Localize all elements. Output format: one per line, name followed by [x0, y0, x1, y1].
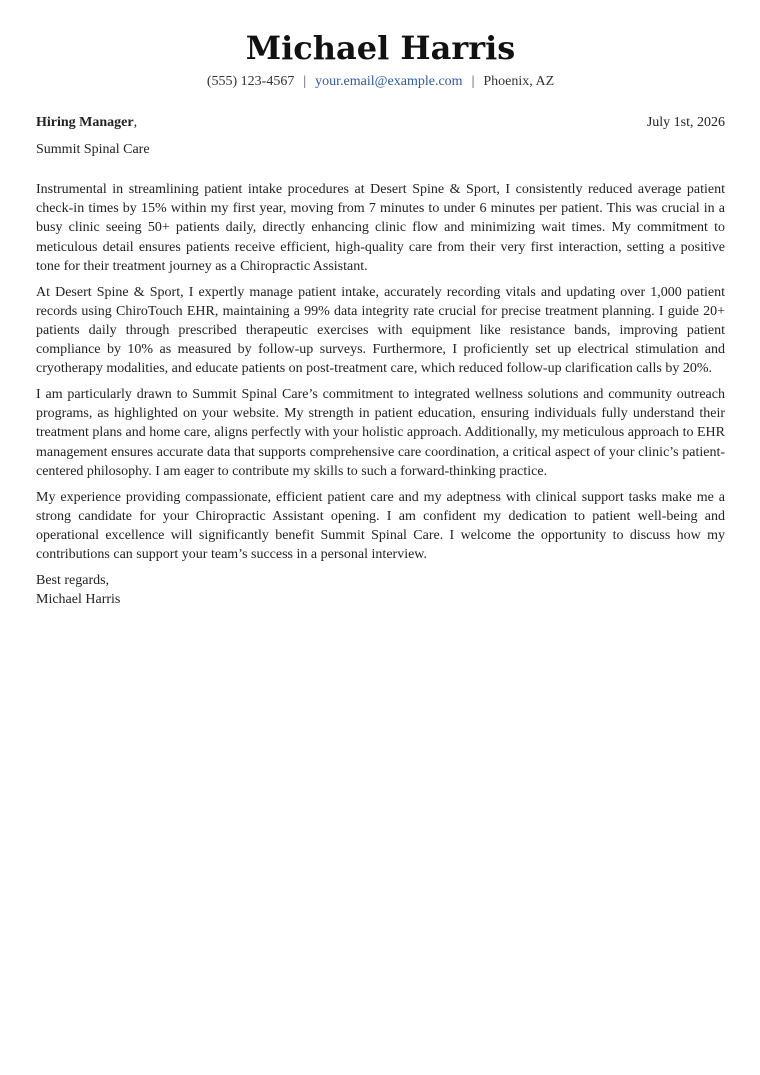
applicant-name: Michael Harris	[245, 29, 516, 67]
body-paragraph: Instrumental in streamlining patient intake procedures at Desert Spine & Sport, I consistently reduced average patient check-in times by 15% within my first year, moving from 7 minutes to under 6 minutes per patient. This was crucial in a busy clinic seeing 50+ patients daily, directly enhancing clinic flow and minimizing wait times. My commitment to meticulous detail ensures patients receive efficient, high-quality care from their very first interaction, setting a positive tone for their treatment journey as a Chiropractic Assistant.	[36, 182, 725, 274]
closing-salutation: Best regards,	[36, 572, 110, 588]
contact-line	[36, 73, 725, 91]
closing-block	[36, 571, 725, 609]
email-link[interactable]: your.email@example.com	[315, 74, 463, 89]
letter-body	[36, 180, 725, 609]
body-paragraph: My experience providing compassionate, efficient patient care and my adeptness with clinical support tasks make me a strong candidate for your Chiropractic Assistant opening. I am confident my dedication to patient well-being and operational excellence will significantly benefit Summit Spinal Care. I welcome the opportunity to discuss how my contributions can support your team’s success in a personal interview.	[36, 489, 725, 563]
phone-number: (555) 123-4567	[206, 74, 295, 89]
contact-separator: |	[303, 74, 307, 89]
contact-separator: |	[471, 74, 475, 89]
recipient-title-text: Hiring Manager	[36, 115, 134, 130]
recipient-company: Summit Spinal Care	[36, 142, 150, 157]
location: Phoenix, AZ	[483, 74, 555, 89]
letter-date: July 1st, 2026	[646, 115, 725, 130]
body-paragraph: At Desert Spine & Sport, I expertly manage patient intake, accurately recording vitals and updating over 1,000 patient records using ChiroTouch EHR, maintaining a 99% data integrity rate crucial for precise treatment planning. I guide 20+ patients daily through prescribed therapeutic exercises with equipment like resistance bands, improving patient compliance by 10% as measured by follow-up surveys. Furthermore, I proficiently set up electrical stimulation and cryotherapy modalities, and educate patients on post-treatment care, which reduced follow-up clarification calls by 20%.	[36, 284, 725, 377]
recipient-comma: ,	[133, 115, 138, 130]
closing-signature: Michael Harris	[36, 592, 121, 608]
body-paragraph: I am particularly drawn to Summit Spinal Care’s commitment to integrated wellness solutions and community outreach programs, as highlighted on your website. My strength in patient education, ensuring individuals fully understand their treatment plans and home care, aligns perfectly with your holistic approach. Additionally, my meticulous approach to EHR management ensures accurate data that supports comprehensive care coordination, a critical aspect of your clinic’s patient-centered philosophy. I am eager to contribute my skills to such a forward-thinking practice.	[36, 387, 725, 479]
recipient-title	[36, 114, 137, 132]
